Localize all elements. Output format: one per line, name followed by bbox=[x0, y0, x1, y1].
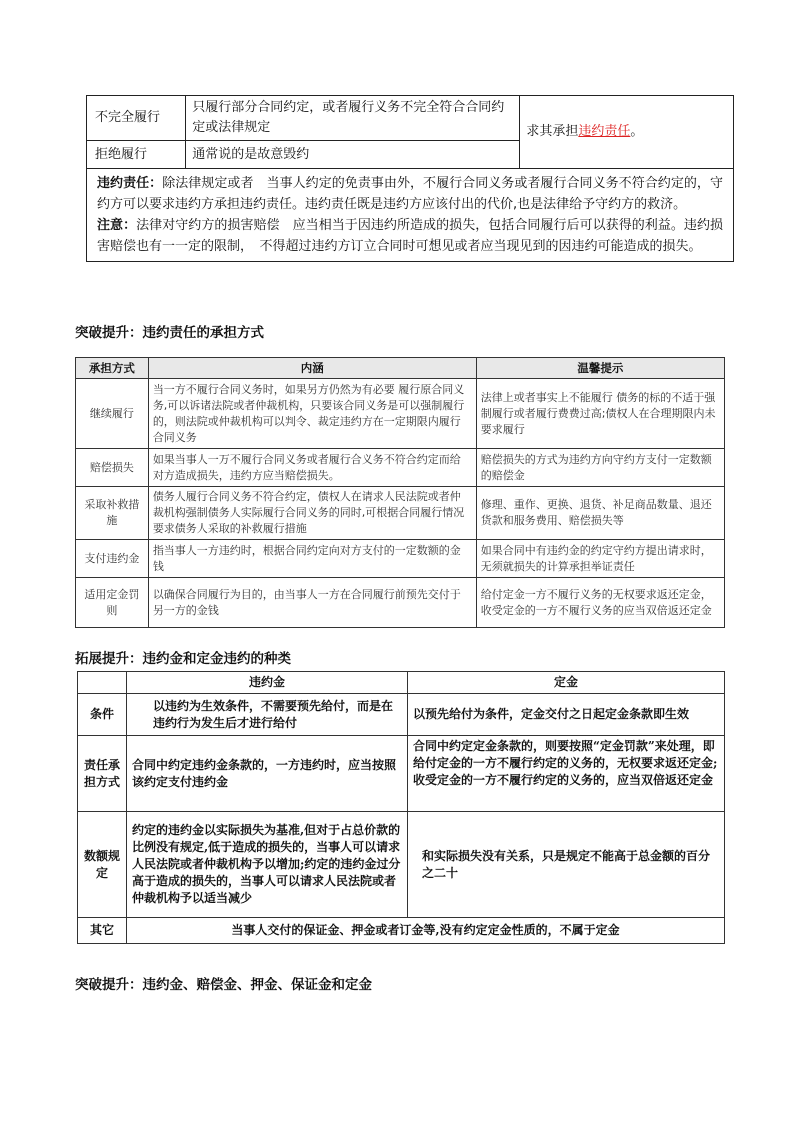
note-paragraph bbox=[97, 173, 723, 215]
table-row bbox=[87, 169, 734, 262]
other-cell: 当事人交付的保证金、押金或者订金等,没有约定定金性质的，不属于定金 bbox=[127, 918, 725, 944]
table-row bbox=[78, 694, 725, 736]
method-tip: 修理、重作、更换、退货、补足商品数量、退还货款和服务费用、赔偿损失等 bbox=[476, 487, 724, 540]
note-text: 法律对守约方的损害赔偿 应当相当于因违约所造成的损失，包括合同履行后可以获得的利益。违约损害赔偿也有一一定的限制， 不得超过违约方订立合同时可想见或者应当现见到的因违约可能造成的损失。 bbox=[97, 218, 723, 254]
column-header: 承担方式 bbox=[76, 358, 149, 379]
section-heading: 突破提升：违约金、赔偿金、押金、保证金和定金 bbox=[75, 977, 372, 993]
table-row bbox=[76, 487, 725, 540]
table-row bbox=[87, 96, 734, 141]
note-label: 违约责任： bbox=[97, 176, 163, 191]
deposit-cell: 合同中约定定金条款的，则要按照“定金罚款”来处理，即给付定金的一方不履行约定的义务的，无权要求返还定金;收受定金的一方不履行约定的义务的，应当双倍返还定金 bbox=[408, 736, 725, 812]
column-header: 内涵 bbox=[148, 358, 476, 379]
column-header: 温馨提示 bbox=[476, 358, 724, 379]
method-name: 采取补救措施 bbox=[76, 487, 149, 540]
row-label: 数额规定 bbox=[78, 812, 127, 918]
remedy-prefix: 求其承担 bbox=[526, 124, 579, 139]
method-desc: 如果当事人一万不履行合同义务或者履行合义务不符合约定而给对方造成损失，违约方应当赔偿损失。 bbox=[148, 449, 476, 487]
note-label: 注意： bbox=[97, 218, 137, 233]
method-tip: 如果合同中有违约金的约定守约方提出请求时，无须就损失的计算承担举证责任 bbox=[476, 540, 724, 578]
method-tip: 赔偿损失的方式为违约方向守约方支付一定数额的赔偿金 bbox=[476, 449, 724, 487]
penalty-cell: 合同中约定违约金条款的，一方违约时，应当按照该约定支付违约金 bbox=[127, 736, 408, 812]
note-paragraph bbox=[97, 215, 723, 257]
breach-liability-link[interactable]: 违约责任 bbox=[578, 124, 631, 139]
liability-methods-table bbox=[75, 357, 725, 628]
table-row bbox=[76, 540, 725, 578]
method-desc: 以确保合同履行为目的，由当事人一方在合同履行前预先交付于另一方的金钱 bbox=[148, 578, 476, 628]
penalty-cell: 以违约为生效条件，不需要预先给付，而是在违约行为发生后才进行给付 bbox=[127, 694, 408, 736]
breach-type-name: 不完全履行 bbox=[87, 96, 186, 141]
deposit-cell: 以预先给付为条件，定金交付之日起定金条款即生效 bbox=[408, 694, 725, 736]
column-header: 定金 bbox=[408, 672, 725, 694]
penalty-cell: 约定的违约金以实际损失为基准,但对于占总价款的比例没有规定,低于造成的损失的，当事人可以请求人民法院或者仲裁机构予以增加;约定的违约金过分高于造成的损失的，当事人可以请求人民法院或者仲裁机构予以适当减少 bbox=[127, 812, 408, 918]
column-header bbox=[78, 672, 127, 694]
row-label: 条件 bbox=[78, 694, 127, 736]
column-header: 违约金 bbox=[127, 672, 408, 694]
section-heading: 突破提升：违约责任的承担方式 bbox=[75, 325, 264, 341]
table-row bbox=[78, 918, 725, 944]
row-label: 其它 bbox=[78, 918, 127, 944]
method-name: 赔偿损失 bbox=[76, 449, 149, 487]
method-desc: 指当事人一方违约时，根据合同约定向对方支付的一定数额的金钱 bbox=[148, 540, 476, 578]
method-tip: 给付定金一方不履行义务的无权要求返还定金，收受定金的一方不履行义务的应当双倍返还定金 bbox=[476, 578, 724, 628]
remedy-suffix: 。 bbox=[630, 124, 644, 139]
method-name: 继续履行 bbox=[76, 379, 149, 449]
liability-note-cell bbox=[87, 169, 734, 262]
row-label: 责任承担方式 bbox=[78, 736, 127, 812]
table-header-row bbox=[78, 672, 725, 694]
section-heading: 拓展提升：违约金和定金违约的种类 bbox=[75, 651, 291, 667]
penalty-deposit-table bbox=[77, 671, 725, 944]
breach-types-table bbox=[86, 95, 734, 262]
method-desc: 当一方不履行合同义务时，如果另方仍然为有必要 履行原合同义务,可以诉诸法院或者仲裁机构，只要该合同义务是可以强制履行的，则法院或仲裁机构可以判令、裁定违约方在一定期限内履行合同义务 bbox=[148, 379, 476, 449]
breach-type-desc: 通常说的是故意毁约 bbox=[186, 141, 520, 169]
table-row bbox=[78, 736, 725, 812]
deposit-cell: 和实际损失没有关系，只是规定不能高于总金额的百分之二十 bbox=[408, 812, 725, 918]
table-row bbox=[76, 449, 725, 487]
table-header-row bbox=[76, 358, 725, 379]
breach-type-name: 拒绝履行 bbox=[87, 141, 186, 169]
method-tip: 法律上或者事实上不能履行 债务的标的不适于强制履行或者履行费费过高;债权人在合理期限内未要求履行 bbox=[476, 379, 724, 449]
table-row bbox=[76, 578, 725, 628]
method-name: 适用定金罚则 bbox=[76, 578, 149, 628]
breach-type-desc: 只履行部分合同约定，或者履行义务不完全符合合同约定或法律规定 bbox=[186, 96, 520, 141]
breach-remedy-cell bbox=[520, 96, 734, 169]
note-text: 除法律规定或者 当事人约定的免责事由外，不履行合同义务或者履行合同义务不符合约定的，守约方可以要求违约方承担违约责任。违约责任既是违约方应该付出的代价,也是法律给予守约方的救济。 bbox=[97, 176, 723, 212]
table-row bbox=[76, 379, 725, 449]
table-row bbox=[78, 812, 725, 918]
method-name: 支付违约金 bbox=[76, 540, 149, 578]
method-desc: 债务人履行合同义务不符合约定，债权人在请求人民法院或者仲裁机构强制债务人实际履行合同义务的同时,可根据合同履行情况要求债务人采取的补救履行措施 bbox=[148, 487, 476, 540]
